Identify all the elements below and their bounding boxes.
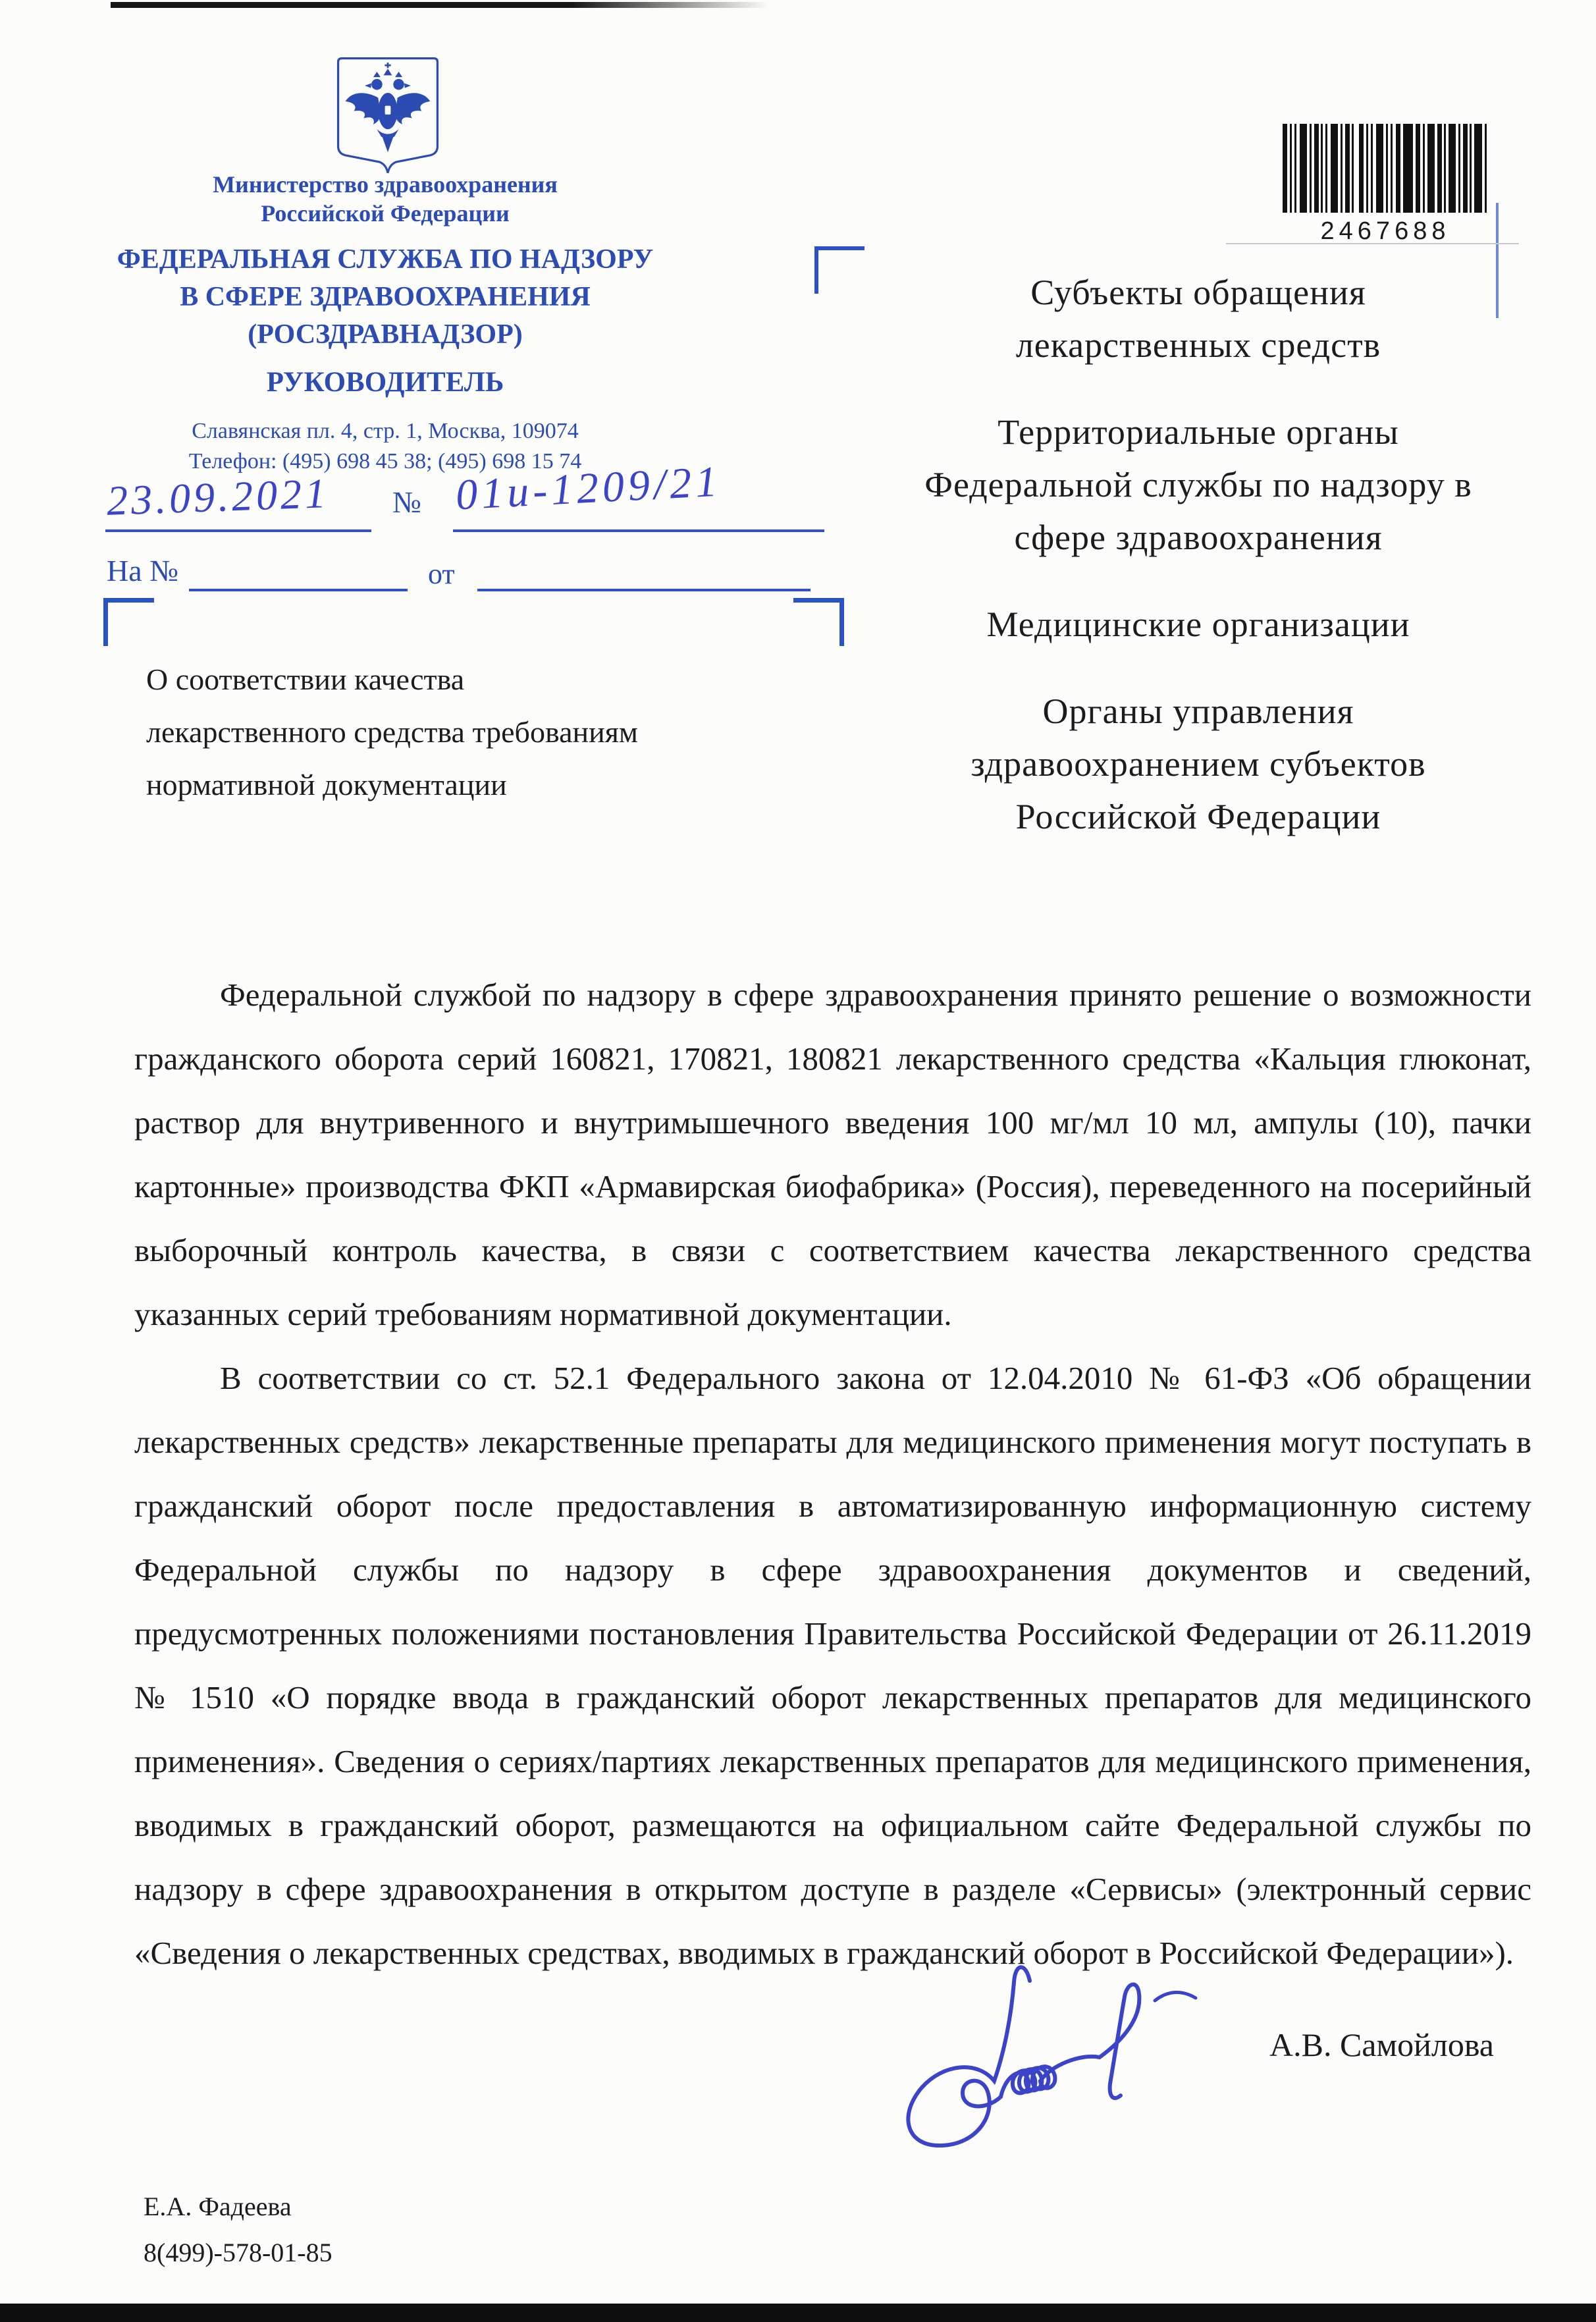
ministry-line-2: Российской Федерации [261,200,510,227]
russia-coat-of-arms-icon [332,55,443,176]
scan-top-line [111,2,769,8]
barcode-number: 2467688 [1320,217,1450,245]
subject-line: нормативной документации [146,768,507,801]
letterhead-phone: Телефон: (495) 698 45 38; (495) 698 15 74 [188,449,582,473]
subject-line: О соответствии качества [146,662,465,696]
handwritten-outgoing-number: 01и-1209/21 [454,457,722,520]
service-line-2: В СФЕРЕ ЗДРАВООХРАНЕНИЯ [180,282,591,312]
addressee-list [869,266,1528,877]
number-label: № [392,485,421,519]
addressee-line: Федеральной службы по надзору в [924,465,1472,504]
letter-body [134,963,1531,1985]
addressee-line: Медицинские организации [986,605,1410,644]
date-underline [105,529,371,532]
handwritten-signature [889,1955,1297,2165]
barcode-icon [1283,124,1488,213]
reply-number-underline [189,589,408,591]
body-paragraph: В соответствии со ст. 52.1 Федерального закона от 12.04.2010 № 61-ФЗ «Об обращении лекарственных средств» лекарственные препараты для медицинского применения могут поступать в гражданский оборот после предоставления в автоматизированную информационную систему Федеральной службы по надзору в сфере здравоохранения документов и сведений, предусмотренных положениями постановления Правительства Российской Федерации от 26.11.2019 № 1510 «О порядке ввода в гражданский оборот лекарственных препаратов для медицинского применения». Сведения о сериях/​партиях лекарственных препаратов для медицинского применения, вводимых в гражданский оборот, размещаются на официальном сайте Федеральной службы по надзору в сфере здравоохранения в открытом доступе в разделе «Сервисы» (электронный сервис «Сведения о лекарственных средствах, вводимых в гражданский оборот в Российской Федерации»). [134,1360,1531,1971]
addressee-group [869,266,1528,371]
executor-block [144,2184,332,2276]
addressee-field-corner-mark [814,246,864,294]
addressee-group [869,598,1528,651]
service-line-3: (РОСЗДРАВНАДЗОР) [248,319,523,350]
addressee-line: здравоохранением субъектов [971,744,1426,784]
reply-to-label: На № [107,554,179,587]
addressee-group [869,685,1528,843]
ministry-line-1: Министерство здравоохранения [213,171,558,198]
addressee-line: Территориальные органы [998,412,1399,452]
scan-bottom-bar [0,2304,1596,2322]
addressee-line: сфере здравоохранения [1014,518,1383,557]
reply-date-underline [477,589,811,591]
letterhead-address: Славянская пл. 4, стр. 1, Москва, 109074 [192,419,579,443]
executor-phone: 8(499)-578-01-85 [144,2238,332,2267]
addressee-line: Российской Федерации [1015,797,1381,836]
addressee-line: Органы управления [1042,691,1354,731]
subject-line: лекарственного средства требованиям [146,715,638,749]
handwritten-date: 23.09.2021 [105,470,331,524]
subject-field-corner-mark-right [793,598,844,646]
number-underline [453,529,824,532]
service-name [92,241,678,354]
reply-from-label: от [428,558,455,590]
executor-name: Е.А. Фадеева [144,2192,292,2221]
addressee-line: лекарственных средств [1015,325,1381,365]
subject-field-corner-mark-left [103,598,154,646]
service-line-1: ФЕДЕРАЛЬНАЯ СЛУЖБА ПО НАДЗОРУ [117,244,654,275]
addressee-line: Субъекты обращения [1030,273,1366,312]
registration-barcode [1283,124,1488,246]
ministry-name [92,170,678,228]
body-paragraph: Федеральной службой по надзору в сфере здравоохранения принято решение о возможности гражданского оборота серий 160821, 170821, 180821 лекарственного средства «Кальция глюконат, раствор для внутривенного и внутримышечного введения 100 мг/мл 10 мл, ампулы (10), пачки картонные» производства ФКП «Армавирская биофабрика» (Россия), переведенного на посерийный выборочный контроль качества, в связи с соответствием качества лекарственного средства указанных серий требованиям нормативной документации. [134,977,1531,1332]
addressee-group [869,406,1528,564]
signer-position: РУКОВОДИТЕЛЬ [266,367,504,398]
signer-name: А.В. Самойлова [1269,2026,1494,2063]
letter-subject [146,653,778,811]
